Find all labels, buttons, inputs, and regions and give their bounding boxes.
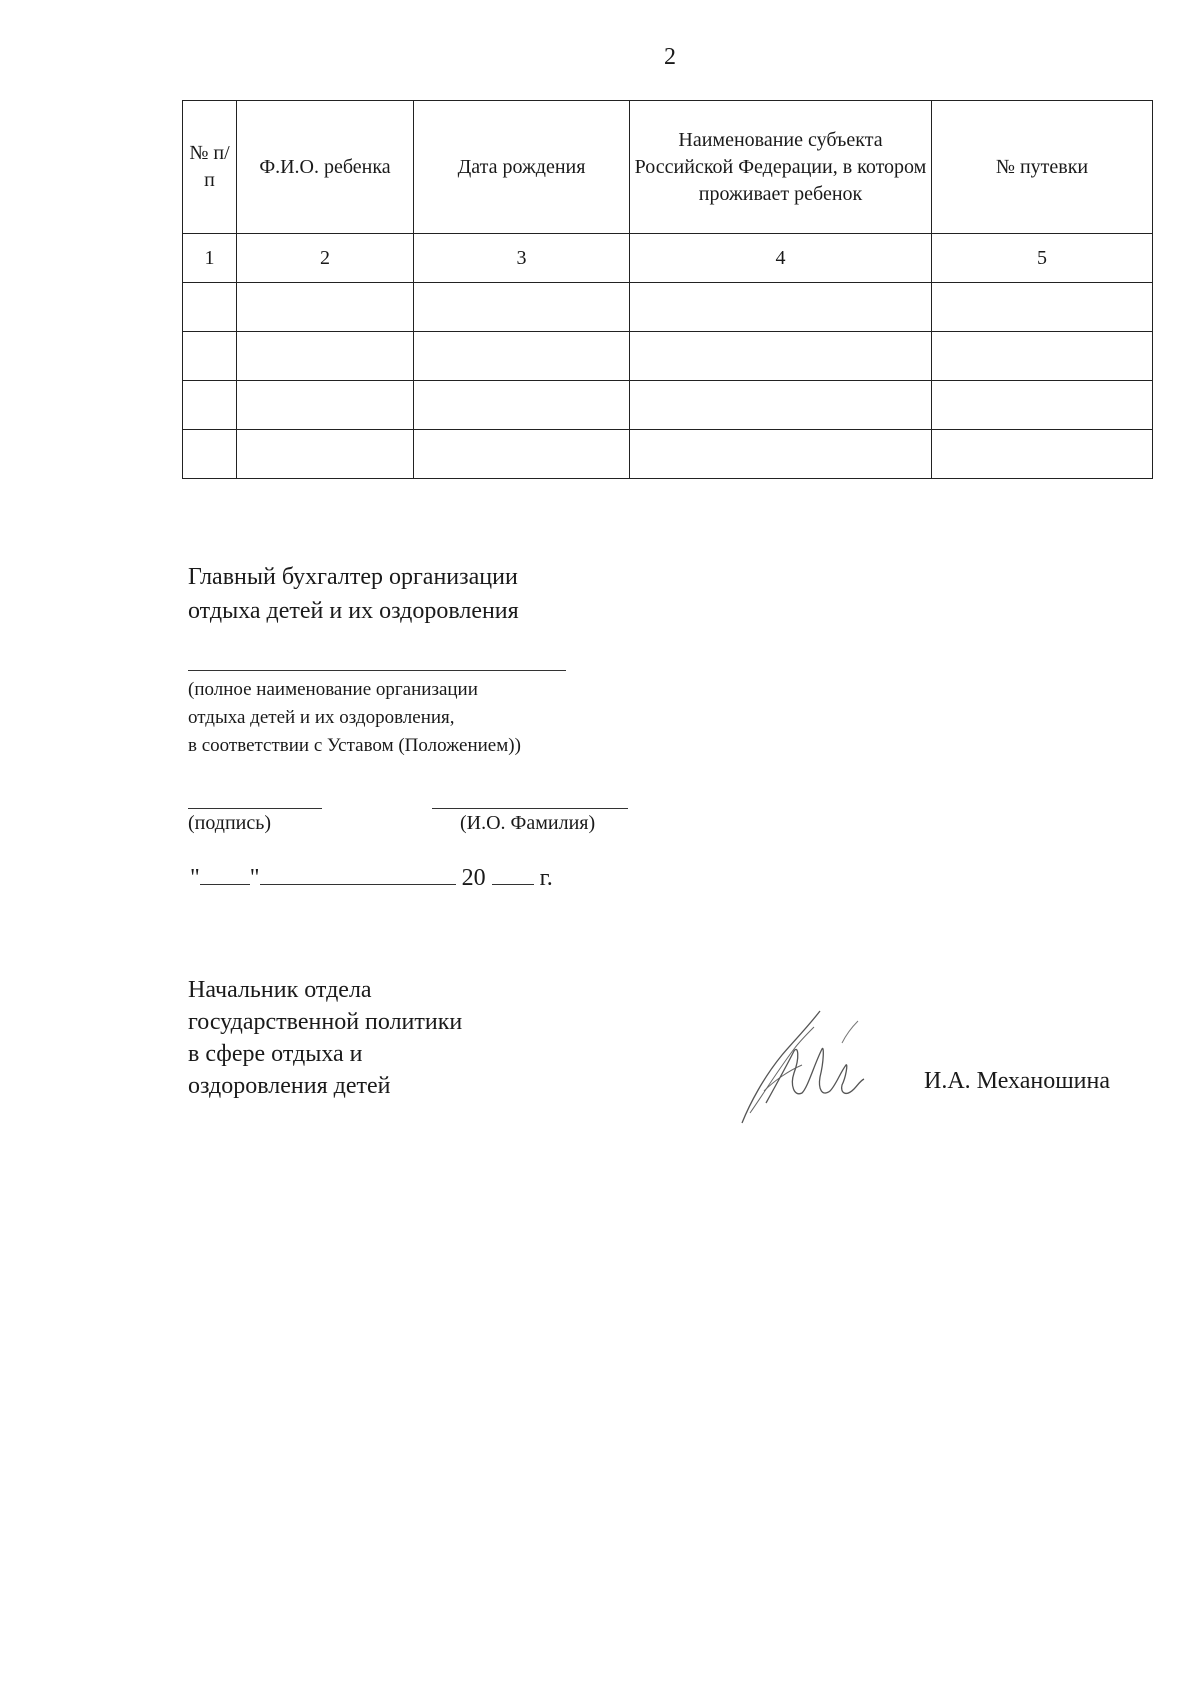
table-cell: [414, 430, 630, 479]
month-blank: [260, 864, 456, 885]
year-blank: [492, 864, 534, 885]
table-cell: [237, 430, 414, 479]
handwritten-signature: [730, 1005, 870, 1130]
column-number: 2: [237, 234, 414, 283]
accountant-title: [188, 560, 519, 628]
header-row-number: № п/п: [183, 101, 237, 234]
year-suffix: г.: [539, 865, 553, 891]
table-cell: [237, 283, 414, 332]
table-cell: [183, 430, 237, 479]
children-list-table: [182, 100, 1153, 479]
open-quote: ": [190, 865, 200, 891]
signatory-name: И.А. Механошина: [924, 1068, 1111, 1094]
org-caption-line: в соответствии с Уставом (Положением)): [188, 735, 521, 756]
signature-caption: (подпись): [188, 812, 272, 834]
table-cell: [932, 332, 1153, 381]
org-caption-line: отдыха детей и их оздоровления,: [188, 707, 455, 728]
org-name-caption: [188, 676, 521, 760]
close-quote: ": [249, 865, 260, 891]
table-cell: [414, 381, 630, 430]
head-title: [188, 974, 462, 1102]
column-number: 1: [183, 234, 237, 283]
date-line: [190, 864, 553, 892]
table-cell: [414, 283, 630, 332]
table-cell: [630, 283, 932, 332]
header-region: Наименование субъекта Российской Федерации, в котором проживает ребенок: [630, 101, 932, 234]
accountant-title-line: отдыха детей и их оздоровления: [188, 598, 519, 624]
table-cell: [932, 283, 1153, 332]
column-number: 4: [630, 234, 932, 283]
column-number: 5: [932, 234, 1153, 283]
signature-line: [188, 808, 322, 809]
table-cell: [414, 332, 630, 381]
column-number: 3: [414, 234, 630, 283]
table-row: [183, 381, 1153, 430]
column-number-row: [183, 234, 1153, 283]
org-name-line: [188, 670, 566, 671]
table-cell: [237, 381, 414, 430]
table-cell: [630, 430, 932, 479]
table-header-row: [183, 101, 1153, 234]
table-row: [183, 430, 1153, 479]
day-blank: [200, 864, 250, 885]
header-birth-date: Дата рождения: [414, 101, 630, 234]
head-title-line: оздоровления детей: [188, 1073, 391, 1099]
name-line: [432, 808, 628, 809]
name-caption: (И.О. Фамилия): [460, 812, 596, 834]
table-cell: [183, 332, 237, 381]
table-cell: [932, 430, 1153, 479]
page-number: 2: [664, 44, 676, 70]
table-cell: [630, 332, 932, 381]
table-cell: [932, 381, 1153, 430]
year-prefix: 20: [461, 865, 486, 891]
header-child-name: Ф.И.О. ребенка: [237, 101, 414, 234]
header-voucher-number: № путевки: [932, 101, 1153, 234]
head-title-line: в сфере отдыха и: [188, 1041, 363, 1067]
table-cell: [183, 381, 237, 430]
org-caption-line: (полное наименование организации: [188, 679, 478, 700]
head-title-line: государственной политики: [188, 1009, 463, 1035]
table-cell: [237, 332, 414, 381]
table-cell: [630, 381, 932, 430]
head-title-line: Начальник отдела: [188, 977, 372, 1003]
table-row: [183, 332, 1153, 381]
table-cell: [183, 283, 237, 332]
table-row: [183, 283, 1153, 332]
accountant-title-line: Главный бухгалтер организации: [188, 564, 518, 590]
